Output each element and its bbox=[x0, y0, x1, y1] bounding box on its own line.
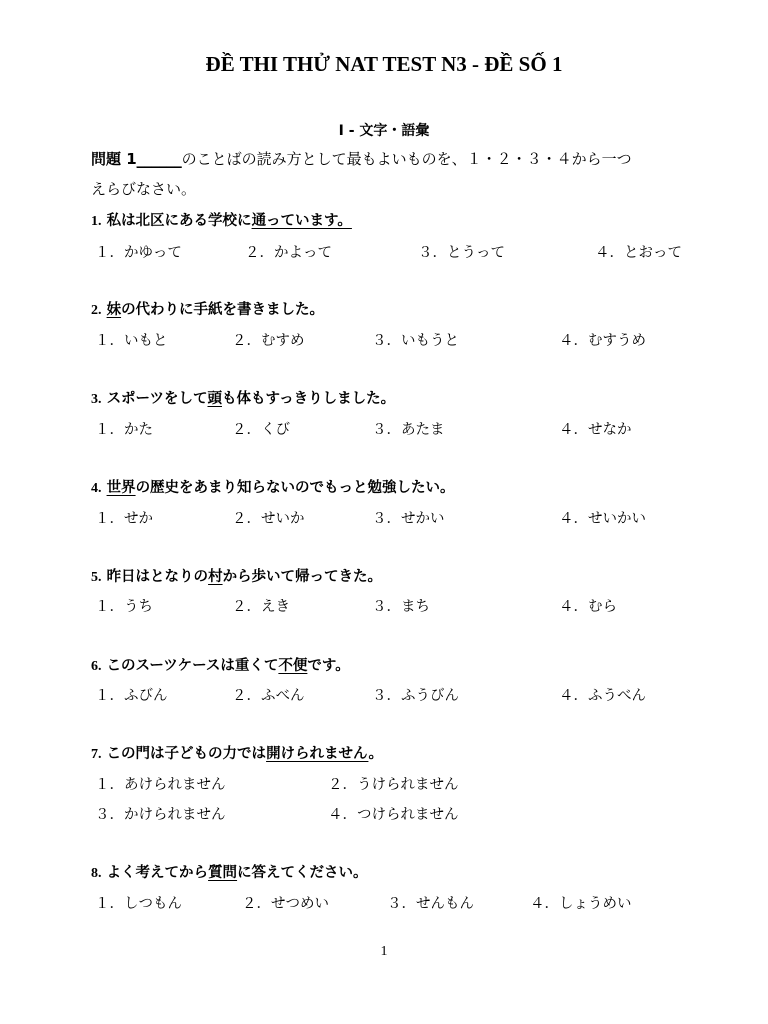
page-number: 1 bbox=[380, 944, 388, 959]
question-6-option-4[interactable]: ４．ふうべん bbox=[559, 688, 646, 704]
question-7-option-3[interactable]: ３．かけられません bbox=[95, 807, 226, 823]
question-4-option-2[interactable]: ２．せいか bbox=[232, 511, 305, 527]
question-1-option-1[interactable]: １．かゆって bbox=[95, 245, 182, 261]
question-2-option-2[interactable]: ２．むすめ bbox=[232, 333, 305, 349]
question-1-option-2[interactable]: ２．かよって bbox=[245, 245, 332, 261]
question-7-option-2[interactable]: ２．うけられません bbox=[328, 777, 459, 793]
question-7: 7. この門は子どもの力では開けられません。 bbox=[91, 746, 383, 762]
question-2-target: 妹 bbox=[106, 302, 122, 318]
question-8-option-3[interactable]: ３．せんもん bbox=[387, 896, 474, 912]
question-5-option-3[interactable]: ３．まち bbox=[372, 599, 430, 615]
question-1-option-3[interactable]: ３．とうって bbox=[418, 245, 505, 261]
question-2: 2. 妹の代わりに手紙を書きました。 bbox=[91, 302, 325, 318]
question-6-option-2[interactable]: ２．ふべん bbox=[232, 688, 305, 704]
question-3-option-3[interactable]: ３．あたま bbox=[372, 422, 445, 438]
question-7-option-1[interactable]: １．あけられません bbox=[95, 777, 226, 793]
question-5-option-1[interactable]: １．うち bbox=[95, 599, 153, 615]
section-heading: I - 文字・語彙 bbox=[338, 123, 430, 139]
document-title: ĐỀ THI THỬ NAT TEST N3 - ĐỀ SỐ 1 bbox=[205, 52, 563, 76]
question-6-option-1[interactable]: １．ふびん bbox=[95, 688, 168, 704]
question-7-target: 開けられません bbox=[266, 746, 369, 762]
instruction-line1: のことばの読み方として最もよいものを、１・２・３・４から一つ bbox=[181, 150, 632, 168]
question-8-target: 質問 bbox=[208, 865, 238, 881]
question-4-option-3[interactable]: ３．せかい bbox=[372, 511, 445, 527]
question-2-option-4[interactable]: ４．むすうめ bbox=[559, 333, 646, 349]
question-4-target: 世界 bbox=[106, 480, 136, 496]
question-8: 8. よく考えてから質問に答えてください。 bbox=[91, 865, 368, 881]
question-3-option-2[interactable]: ２．くび bbox=[232, 422, 290, 438]
question-7-option-4[interactable]: ４．つけられません bbox=[328, 807, 459, 823]
question-3-option-4[interactable]: ４．せなか bbox=[559, 422, 632, 438]
instruction-label: 問題 1 bbox=[91, 150, 137, 168]
question-2-option-1[interactable]: １．いもと bbox=[95, 333, 168, 349]
question-4-option-4[interactable]: ４．せいかい bbox=[559, 511, 646, 527]
question-8-option-2[interactable]: ２．せつめい bbox=[242, 896, 329, 912]
instruction bbox=[91, 144, 711, 204]
question-5-option-4[interactable]: ４．むら bbox=[559, 599, 617, 615]
question-5-target: 村 bbox=[208, 569, 223, 585]
question-3-option-1[interactable]: １．かた bbox=[95, 422, 153, 438]
question-8-option-4[interactable]: ４．しょうめい bbox=[530, 896, 632, 912]
question-5-option-2[interactable]: ２．えき bbox=[232, 599, 290, 615]
question-4-option-1[interactable]: １．せか bbox=[95, 511, 153, 527]
question-6: 6. このスーツケースは重くて不便です。 bbox=[91, 658, 350, 674]
instruction-blank: ______ bbox=[136, 150, 182, 168]
question-6-target: 不便 bbox=[278, 658, 308, 674]
question-1: 1. 私は北区にある学校に通っています。 bbox=[91, 213, 352, 229]
question-3: 3. スポーツをして頭も体もすっきりしました。 bbox=[91, 391, 396, 407]
question-5: 5. 昨日はとなりの村から歩いて帰ってきた。 bbox=[91, 569, 383, 585]
instruction-line2: えらびなさい。 bbox=[91, 180, 197, 198]
question-1-target: 通っています。 bbox=[251, 213, 352, 229]
question-8-option-1[interactable]: １．しつもん bbox=[95, 896, 182, 912]
question-6-option-3[interactable]: ３．ふうびん bbox=[372, 688, 459, 704]
question-1-option-4[interactable]: ４．とおって bbox=[595, 245, 682, 261]
question-2-option-3[interactable]: ３．いもうと bbox=[372, 333, 459, 349]
question-4: 4. 世界の歴史をあまり知らないのでもっと勉強したい。 bbox=[91, 480, 455, 496]
question-3-target: 頭 bbox=[207, 391, 222, 407]
